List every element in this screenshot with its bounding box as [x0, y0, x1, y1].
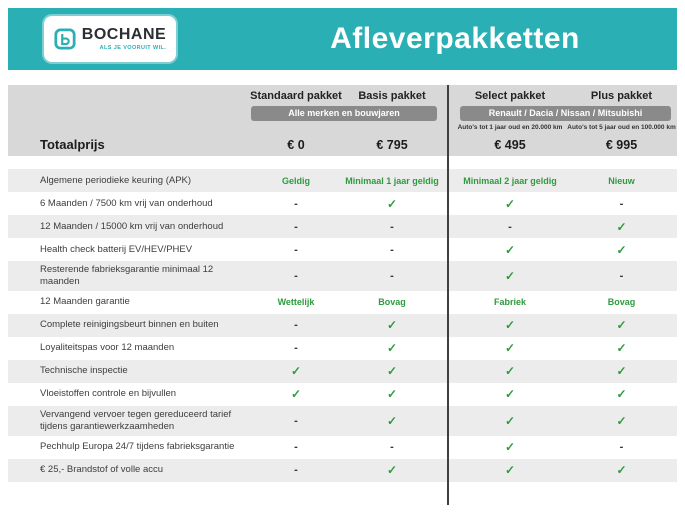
- column-header-plus: Plus pakket: [590, 90, 653, 102]
- group-divider-line: [447, 85, 449, 505]
- bochane-logo: [44, 16, 176, 62]
- dash-mark: -: [294, 319, 298, 332]
- check-icon: ✓: [290, 387, 302, 402]
- logo-text: [82, 27, 166, 52]
- feature-value: Nieuw: [608, 175, 635, 186]
- dash-mark: -: [294, 342, 298, 355]
- badge-alle-merken: Alle merken en bouwjaren: [251, 106, 437, 121]
- table-row: [8, 192, 677, 215]
- check-icon: ✓: [504, 318, 516, 333]
- feature-value: Bovag: [378, 297, 406, 308]
- dash-mark: -: [619, 269, 624, 282]
- table-row: [8, 459, 677, 482]
- table-row: [8, 337, 677, 360]
- price-standaard: € 0: [287, 137, 305, 152]
- total-price-label: Totaalprijs: [40, 137, 105, 152]
- row-label: 12 Maanden / 15000 km vrij van onderhoud: [40, 220, 224, 232]
- check-icon: ✓: [504, 413, 516, 428]
- check-icon: ✓: [616, 219, 627, 234]
- feature-value: Fabriek: [493, 297, 526, 308]
- check-icon: ✓: [504, 387, 516, 402]
- dash-mark: -: [619, 197, 624, 210]
- column-notes: [8, 121, 677, 133]
- dash-mark: -: [294, 220, 298, 233]
- dash-mark: -: [390, 269, 394, 282]
- dash-mark: -: [390, 243, 394, 256]
- row-label: Vervangend vervoer tegen gereduceerd tarief tijdens garantiewerkzaamheden: [40, 408, 232, 432]
- check-icon: ✓: [504, 242, 516, 257]
- note-select: Auto's tot 1 jaar oud en 20.000 km: [457, 123, 563, 131]
- check-icon: ✓: [386, 387, 398, 402]
- dash-mark: -: [294, 464, 298, 476]
- dash-mark: -: [294, 269, 298, 282]
- table-row: [8, 360, 677, 383]
- check-icon: ✓: [386, 413, 398, 428]
- check-icon: ✓: [386, 341, 398, 356]
- group-badges: [8, 105, 677, 121]
- dash-mark: -: [294, 414, 298, 427]
- check-icon: ✓: [616, 364, 627, 379]
- check-icon: ✓: [504, 341, 516, 356]
- note-plus: Auto's tot 5 jaar oud en 100.000 km: [567, 123, 676, 131]
- table-row: [8, 261, 677, 291]
- check-icon: ✓: [290, 364, 302, 379]
- table-header-band: [8, 85, 677, 156]
- table-row: [8, 314, 677, 337]
- dash-mark: -: [294, 441, 298, 453]
- column-headers: [8, 87, 677, 105]
- check-icon: ✓: [504, 268, 516, 283]
- feature-value: Minimaal 2 jaar geldig: [463, 175, 557, 186]
- check-icon: ✓: [386, 463, 398, 477]
- dash-mark: -: [619, 441, 624, 453]
- row-label: 6 Maanden / 7500 km vrij van onderhoud: [40, 197, 213, 209]
- total-price-row: [8, 133, 677, 156]
- feature-value: Minimaal 1 jaar geldig: [345, 175, 439, 186]
- check-icon: ✓: [504, 196, 516, 211]
- dash-mark: -: [390, 220, 394, 233]
- check-icon: ✓: [616, 341, 627, 356]
- feature-value: Geldig: [281, 175, 310, 186]
- check-icon: ✓: [386, 196, 398, 211]
- table-row: [8, 169, 677, 192]
- dash-mark: -: [294, 197, 298, 210]
- dash-mark: -: [508, 220, 512, 233]
- row-label: Vloeistoffen controle en bijvullen: [40, 388, 177, 400]
- logo-name: BOCHANE: [81, 25, 167, 43]
- check-icon: ✓: [616, 318, 627, 333]
- check-icon: ✓: [504, 440, 516, 454]
- row-label: Loyaliteitspas voor 12 maanden: [40, 342, 175, 354]
- table-row: [8, 436, 677, 459]
- row-label: Technische inspectie: [40, 365, 128, 377]
- page-title: Afleverpakketten: [330, 22, 580, 55]
- top-banner: [8, 8, 677, 70]
- row-label: Algemene periodieke keuring (APK): [40, 174, 192, 186]
- column-header-basis: Basis pakket: [358, 90, 426, 102]
- check-icon: ✓: [504, 463, 516, 477]
- table-row: [8, 215, 677, 238]
- bochane-logo-icon: [54, 28, 76, 50]
- logo-tagline: ALS JE VOORUIT WIL.: [99, 44, 167, 51]
- row-label: Pechhulp Europa 24/7 tijdens fabrieksgarantie: [40, 441, 235, 453]
- price-plus: € 995: [605, 137, 638, 152]
- header-gap: [8, 156, 677, 169]
- feature-rows: [8, 169, 677, 482]
- price-select: € 495: [494, 137, 526, 152]
- feature-value: Wettelijk: [277, 297, 315, 308]
- check-icon: ✓: [616, 242, 627, 257]
- column-header-select: Select pakket: [474, 90, 546, 102]
- check-icon: ✓: [504, 364, 516, 379]
- table-row: [8, 291, 677, 314]
- check-icon: ✓: [616, 463, 627, 477]
- check-icon: ✓: [386, 364, 398, 379]
- table-row: [8, 406, 677, 436]
- table-row: [8, 383, 677, 406]
- row-label: 12 Maanden garantie: [40, 296, 130, 308]
- dash-mark: -: [294, 243, 298, 256]
- badge-merken-renault-groep: Renault / Dacia / Nissan / Mitsubishi: [460, 106, 671, 121]
- row-label: Resterende fabrieksgarantie minimaal 12 maanden: [40, 264, 214, 287]
- check-icon: ✓: [616, 387, 627, 402]
- check-icon: ✓: [616, 413, 627, 428]
- dash-mark: -: [390, 441, 394, 453]
- row-label: Health check batterij EV/HEV/PHEV: [40, 243, 193, 255]
- table-row: [8, 238, 677, 261]
- row-label: € 25,- Brandstof of volle accu: [40, 464, 164, 476]
- column-header-standaard: Standaard pakket: [250, 90, 342, 102]
- price-basis: € 795: [376, 137, 408, 152]
- check-icon: ✓: [386, 318, 398, 333]
- feature-value: Bovag: [607, 297, 636, 308]
- row-label: Complete reinigingsbeurt binnen en buiten: [40, 319, 219, 331]
